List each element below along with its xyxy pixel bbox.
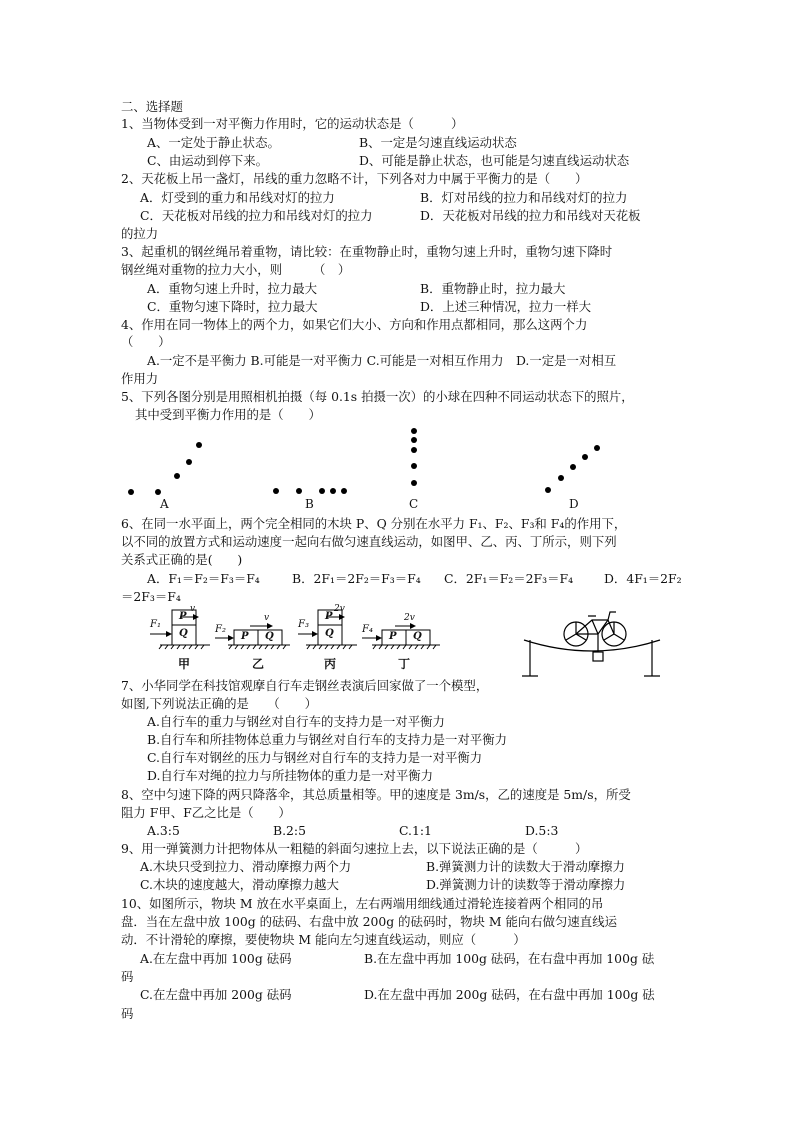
q10-option-c: C.在左盘中再加 200g 砝码 bbox=[140, 987, 292, 1002]
q3-option-d: D．上述三种情况，拉力一样大 bbox=[420, 299, 592, 314]
q7-stem-cont: 如图,下列说法正确的是 （ ） bbox=[121, 696, 317, 711]
q8-option-a: A.3:5 bbox=[147, 823, 180, 838]
q6-block-q-bing: Q bbox=[325, 628, 334, 639]
q9-option-a: A.木块只受到拉力、滑动摩擦力两个力 bbox=[140, 859, 352, 874]
q9-option-c: C.木块的速度越大，滑动摩擦力越大 bbox=[140, 877, 339, 892]
q2-stem: 2、天花板上吊一盏灯，吊线的重力忽略不计，下列各对力中属于平衡力的是（ ） bbox=[121, 171, 588, 186]
q5-label-a: A bbox=[160, 497, 169, 511]
q8-option-b: B.2:5 bbox=[273, 823, 306, 838]
q1-option-d: D、可能是静止状态，也可能是匀速直线运动状态 bbox=[359, 153, 630, 168]
q3-option-a: A．重物匀速上升时，拉力最大 bbox=[147, 281, 318, 296]
q6-label-yi: 乙 bbox=[252, 657, 265, 671]
q6-force-f1: F₁ bbox=[150, 619, 161, 630]
q6-speed-bing: 2v bbox=[334, 604, 345, 614]
q5-stem-cont: 其中受到平衡力作用的是（ ） bbox=[135, 407, 321, 422]
q3-stem-cont: 钢丝绳对重物的拉力大小，则 （ ） bbox=[121, 262, 351, 277]
q10-option-b: B.在左盘中再加 100g 砝码，在右盘中再加 100g 砝 bbox=[364, 951, 655, 966]
q1-option-a: A、一定处于静止状态。 bbox=[147, 135, 280, 150]
q10-stem-cont1: 盘．当在左盘中放 100g 的砝码、右盘中放 200g 的砝码时，物块 M 能向右做匀速直线运 bbox=[121, 914, 617, 929]
q6-label-ding: 丁 bbox=[398, 657, 411, 671]
q6-block-p-yi: P bbox=[241, 631, 249, 642]
q10-option-d: D.在左盘中再加 200g 砝码，在右盘中再加 100g 砝 bbox=[364, 987, 655, 1002]
q4-options-cont: 作用力 bbox=[121, 371, 159, 386]
section-title: 二、选择题 bbox=[121, 99, 183, 114]
q9-option-b: B.弹簧测力计的读数大于滑动摩擦力 bbox=[426, 859, 625, 874]
q6-block-q-ding: Q bbox=[413, 631, 422, 642]
q10-option-d-cont: 码 bbox=[121, 1006, 134, 1021]
q2-option-a: A．灯受到的重力和吊线对灯的拉力 bbox=[140, 190, 335, 205]
q3-option-c: C．重物匀速下降时，拉力最大 bbox=[147, 299, 318, 314]
q3-option-b: B．重物静止时，拉力最大 bbox=[420, 281, 566, 296]
q8-option-d: D.5:3 bbox=[525, 823, 559, 838]
q7-stem: 7、小华同学在科技馆观摩自行车走钢丝表演后回家做了一个模型， bbox=[121, 678, 489, 693]
q7-option-a: A.自行车的重力与钢丝对自行车的支持力是一对平衡力 bbox=[147, 714, 445, 729]
q6-block-q-yi: Q bbox=[265, 631, 274, 642]
q7-option-c: C.自行车对钢丝的压力与钢丝对自行车的支持力是一对平衡力 bbox=[147, 750, 483, 765]
q5-stem: 5、下列各图分别是用照相机拍摄（每 0.1s 拍摄一次）的小球在四种不同运动状态下的照片， bbox=[121, 389, 634, 404]
q2-option-b: B．灯对吊线的拉力和吊线对灯的拉力 bbox=[420, 190, 628, 205]
q9-stem: 9、用一弹簧测力计把物体从一粗糙的斜面匀速拉上去，以下说法正确的是（ ） bbox=[121, 841, 588, 856]
q6-block-p-bing: P bbox=[325, 611, 333, 622]
q6-speed-jia: v bbox=[190, 604, 196, 614]
q6-stem-cont1: 以不同的放置方式和运动速度一起向右做匀速直线运动，如图甲、乙、丙、丁所示，则下列 bbox=[121, 534, 617, 549]
q4-stem-cont: （ ） bbox=[121, 334, 171, 349]
q10-option-b-cont: 码 bbox=[121, 969, 134, 984]
q5-label-d: D bbox=[569, 497, 579, 511]
q6-block-p-jia: P bbox=[179, 611, 187, 622]
q6-force-f3: F₃ bbox=[298, 619, 309, 630]
q6-speed-ding: 2v bbox=[404, 613, 415, 623]
q6-stem: 6、在同一水平面上，两个完全相同的木块 P、Q 分别在水平力 F₁、F₂、F₃和 F₄的作用下， bbox=[121, 516, 627, 531]
q10-stem: 10、如图所示，物块 M 放在水平桌面上，左右两端用细线通过滑轮连接着两个相同的吊 bbox=[121, 896, 604, 911]
q10-stem-cont2: 动．不计滑轮的摩擦，要使物块 M 能向左匀速直线运动，则应（ ） bbox=[121, 932, 526, 947]
q10-option-a: A.在左盘中再加 100g 砝码 bbox=[140, 951, 292, 966]
q4-stem: 4、作用在同一物体上的两个力，如果它们大小、方向和作用点都相同，那么这两个力 bbox=[121, 317, 588, 332]
q6-label-jia: 甲 bbox=[178, 657, 191, 671]
q4-options: A.一定不是平衡力 B.可能是一对平衡力 C.可能是一对相互作用力 D.一定是一对相互 bbox=[147, 353, 617, 368]
q6-option-a: A．F₁＝F₂＝F₃＝F₄ bbox=[147, 571, 260, 586]
q3-stem: 3、起重机的钢丝绳吊着重物，请比较：在重物静止时，重物匀速上升时，重物匀速下降时 bbox=[121, 244, 613, 259]
q2-option-d: D．天花板对吊线的拉力和吊线对天花板 bbox=[420, 208, 641, 223]
q9-option-d: D.弹簧测力计的读数等于滑动摩擦力 bbox=[426, 877, 626, 892]
q6-block-q-jia: Q bbox=[179, 628, 188, 639]
q5-label-c: C bbox=[409, 497, 419, 511]
q5-label-b: B bbox=[305, 497, 314, 511]
q6-force-f2: F₂ bbox=[215, 624, 226, 635]
q6-label-bing: 丙 bbox=[324, 657, 337, 671]
q7-option-b: B.自行车和所挂物体总重力与钢丝对自行车的支持力是一对平衡力 bbox=[147, 732, 507, 747]
q6-block-p-ding: P bbox=[389, 631, 397, 642]
q6-option-b: B．2F₁＝2F₂＝F₃＝F₄ bbox=[292, 571, 421, 586]
q8-option-c: C.1:1 bbox=[399, 823, 432, 838]
q7-option-d: D.自行车对绳的拉力与所挂物体的重力是一对平衡力 bbox=[147, 768, 434, 783]
q6-stem-cont2: 关系式正确的是( ) bbox=[121, 552, 243, 567]
q1-option-b: B、一定是匀速直线运动状态 bbox=[359, 135, 517, 150]
q8-stem: 8、空中匀速下降的两只降落伞，其总质量相等。甲的速度是 3m/s，乙的速度是 5m/s，所受 bbox=[121, 787, 631, 802]
q6-speed-yi: v bbox=[264, 613, 270, 623]
q2-option-d-cont: 的拉力 bbox=[121, 226, 159, 241]
q6-option-d-cont: ＝2F₃＝F₄ bbox=[121, 589, 181, 604]
q1-stem: 1、当物体受到一对平衡力作用时，它的运动状态是（ ） bbox=[121, 116, 464, 131]
q8-stem-cont: 阻力 F甲、F乙之比是（ ） bbox=[121, 805, 291, 820]
q6-option-c: C．2F₁＝F₂＝2F₃＝F₄ bbox=[444, 571, 574, 586]
q2-option-c: C．天花板对吊线的拉力和吊线对灯的拉力 bbox=[140, 208, 373, 223]
q6-option-d: D．4F₁＝2F₂ bbox=[604, 571, 682, 586]
q6-force-f4: F₄ bbox=[362, 624, 373, 635]
q1-option-c: C、由运动到停下来。 bbox=[147, 153, 268, 168]
